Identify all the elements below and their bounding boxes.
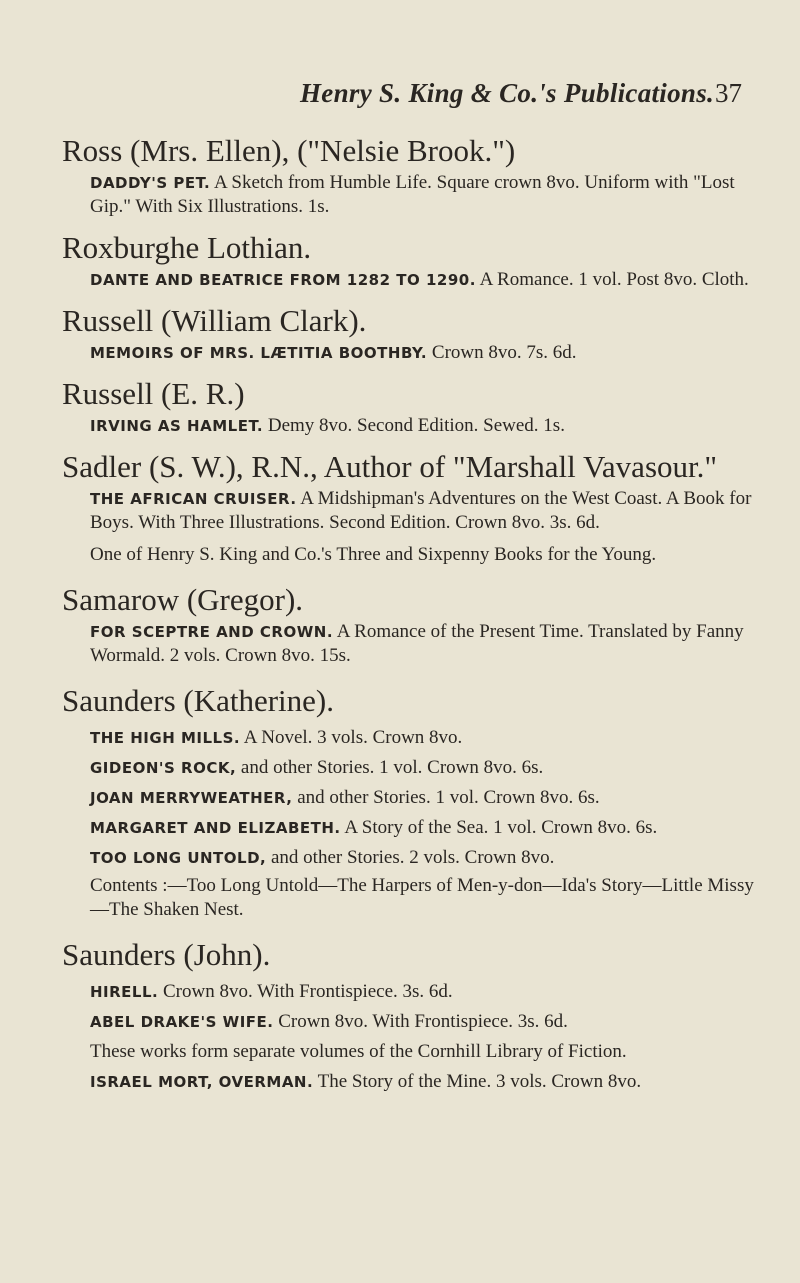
book-details: and other Stories. 1 vol. Crown 8vo. 6s. <box>292 787 600 808</box>
book-title: IRVING AS HAMLET. <box>90 417 264 435</box>
book-title: FOR SCEPTRE AND CROWN. <box>90 623 334 641</box>
author-heading: Samarow (Gregor). <box>62 582 304 617</box>
book-title: GIDEON'S ROCK, <box>90 759 237 777</box>
book-entry <box>90 414 762 438</box>
book-entry <box>90 341 762 365</box>
book-entry <box>90 620 762 668</box>
book-title: MEMOIRS OF MRS. LÆTITIA BOOTHBY. <box>90 344 428 362</box>
book-details: A Romance. 1 vol. Post 8vo. Cloth. <box>475 269 749 290</box>
author-heading: Saunders (Katherine). <box>62 683 335 718</box>
book-details: Crown 8vo. With Frontispiece. 3s. 6d. <box>158 981 453 1002</box>
book-details: and other Stories. 1 vol. Crown 8vo. 6s. <box>236 757 544 778</box>
book-title: TOO LONG UNTOLD, <box>90 849 267 867</box>
contents-note: Contents :—Too Long Untold—The Harpers of Men-y-don—Ida's Story—Little Missy—The Shaken Nest. <box>90 875 754 920</box>
author-heading: Sadler (S. W.), R.N., Author of "Marshall Vavasour." <box>62 449 718 484</box>
book-title: DANTE AND BEATRICE FROM 1282 TO 1290. <box>90 271 476 289</box>
book-entry <box>90 268 762 292</box>
book-details: A Romance of the Present Time. Translated by Fanny Wormald. 2 vols. Crown 8vo. 15s. <box>90 621 744 666</box>
book-entry <box>90 171 762 219</box>
book-title: JOAN MERRYWEATHER, <box>90 789 293 807</box>
book-entry <box>90 980 762 1004</box>
book-title: THE HIGH MILLS. <box>90 729 241 747</box>
author-heading: Roxburghe Lothian. <box>62 230 312 265</box>
running-title: Henry S. King & Co.'s Publications. <box>300 78 715 108</box>
book-details: Demy 8vo. Second Edition. Sewed. 1s. <box>263 415 565 436</box>
book-title: ISRAEL MORT, OVERMAN. <box>90 1073 314 1091</box>
book-details: and other Stories. 2 vols. Crown 8vo. <box>266 847 555 868</box>
book-details: A Midshipman's Adventures on the West Coast. A Book for Boys. With Three Illustrations. Second Edition. Crown 8vo. 3s. 6d. <box>90 488 752 533</box>
book-title: HIRELL. <box>90 983 159 1001</box>
book-entry <box>90 1070 762 1094</box>
book-details: A Story of the Sea. 1 vol. Crown 8vo. 6s. <box>340 817 658 838</box>
page-number: 37 <box>715 78 742 108</box>
book-details: The Story of the Mine. 3 vols. Crown 8vo. <box>313 1071 642 1092</box>
book-details: Crown 8vo. With Frontispiece. 3s. 6d. <box>273 1011 568 1032</box>
catalogue-content <box>62 122 762 1095</box>
author-heading: Russell (E. R.) <box>62 376 245 411</box>
book-details: A Sketch from Humble Life. Square crown 8vo. Uniform with "Lost Gip." With Six Illustrations. 1s. <box>90 172 735 217</box>
author-heading: Ross (Mrs. Ellen), ("Nelsie Brook.") <box>62 133 516 168</box>
book-details: Crown 8vo. 7s. 6d. <box>427 342 577 363</box>
author-heading: Saunders (John). <box>62 937 271 972</box>
book-entry <box>90 1010 762 1034</box>
book-title: MARGARET AND ELIZABETH. <box>90 819 341 837</box>
book-title: ABEL DRAKE'S WIFE. <box>90 1013 274 1031</box>
author-heading: Russell (William Clark). <box>62 303 367 338</box>
library-note: These works form separate volumes of the Cornhill Library of Fiction. <box>90 1041 627 1062</box>
author-note: One of Henry S. King and Co.'s Three and Sixpenny Books for the Young. <box>90 544 657 565</box>
book-title: THE AFRICAN CRUISER. <box>90 490 297 508</box>
book-entry <box>90 726 762 750</box>
book-entry <box>90 816 762 840</box>
book-entry <box>90 756 762 780</box>
book-entry <box>90 786 762 810</box>
book-title: DADDY'S PET. <box>90 174 211 192</box>
book-details: A Novel. 3 vols. Crown 8vo. <box>240 727 463 748</box>
book-entry <box>90 487 762 535</box>
book-entry <box>90 846 762 870</box>
